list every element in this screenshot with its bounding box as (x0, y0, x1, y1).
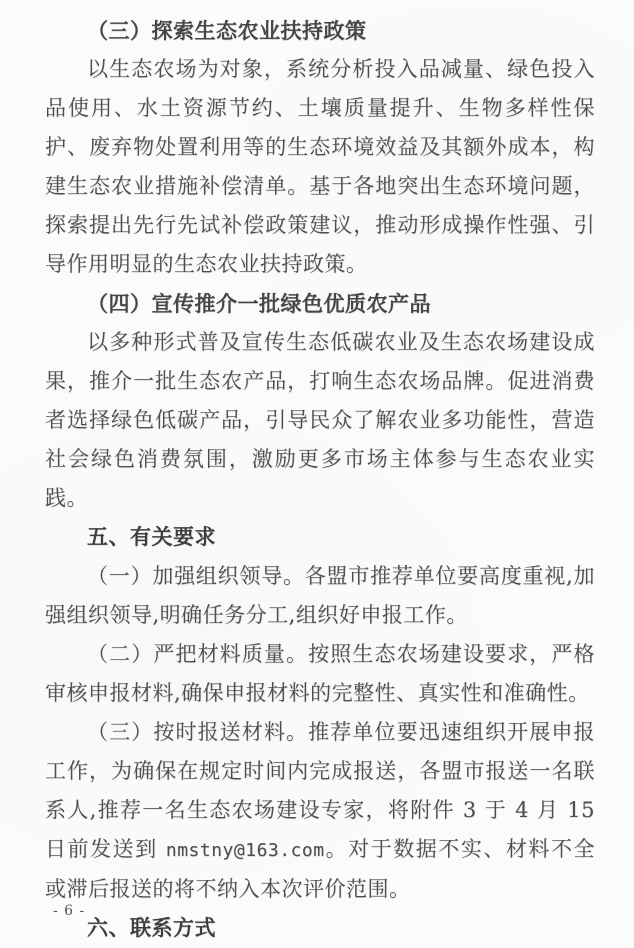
section-heading-requirements: 五、有关要求 (87, 525, 216, 549)
email-text: nmstny@163.com (165, 840, 325, 861)
paragraph-material-quality: （二）严把材料质量。按照生态农场建设要求，严格审核申报材料,确保申报材料的完整性、真实性和准确性。 (45, 642, 595, 705)
page-number: - 6 - (53, 903, 86, 919)
paragraph-eco-farm-compensation: 以生态农场为对象，系统分析投入品减量、绿色投入品使用、水土资源节约、土壤质量提升、生物多样性保护、废弃物处置利用等的生态环境效益及其额外成本，构建生态农业措施补偿清单。基于各地突出生态环境问题，探索提出先行先试补偿政策建议，推动形成操作性强、引导作用明显的生态农业扶持政策。 (45, 57, 595, 276)
paragraph-strengthen-leadership: （一）加强组织领导。各盟市推荐单位要高度重视,加强组织领导,明确任务分工,组织好申报工作。 (45, 564, 595, 627)
submission-text-before-email: （三）按时报送材料。推荐单位要迅速组织开展申报工作，为确保在规定时间内完成报送，各盟市报送一名联系人,推荐一名生态农场建设专家，将附件 3 于 4 月 15 日前发送到 (45, 720, 595, 861)
paragraph-publicity-promotion: 以多种形式普及宣传生态低碳农业及生态农场建设成果，推介一批生态农产品，打响生态农场品牌。促进消费者选择绿色低碳产品，引导民众了解农业多功能性，营造社会绿色消费氛围，激励更多市场主体参与生态农业实践。 (45, 330, 595, 510)
submission-text-after-email: 。对于数据不实、材料不全或滞后报送的将不纳入本次评价范围。 (45, 837, 595, 901)
section-heading-explore-eco-agriculture-policy: （三）探索生态农业扶持政策 (87, 18, 367, 43)
paragraph-timely-submission (45, 713, 595, 909)
section-heading-contact-info: 六、联系方式 (87, 916, 216, 940)
section-heading-promote-green-products: （四）宣传推介一批绿色优质农产品 (87, 291, 431, 316)
